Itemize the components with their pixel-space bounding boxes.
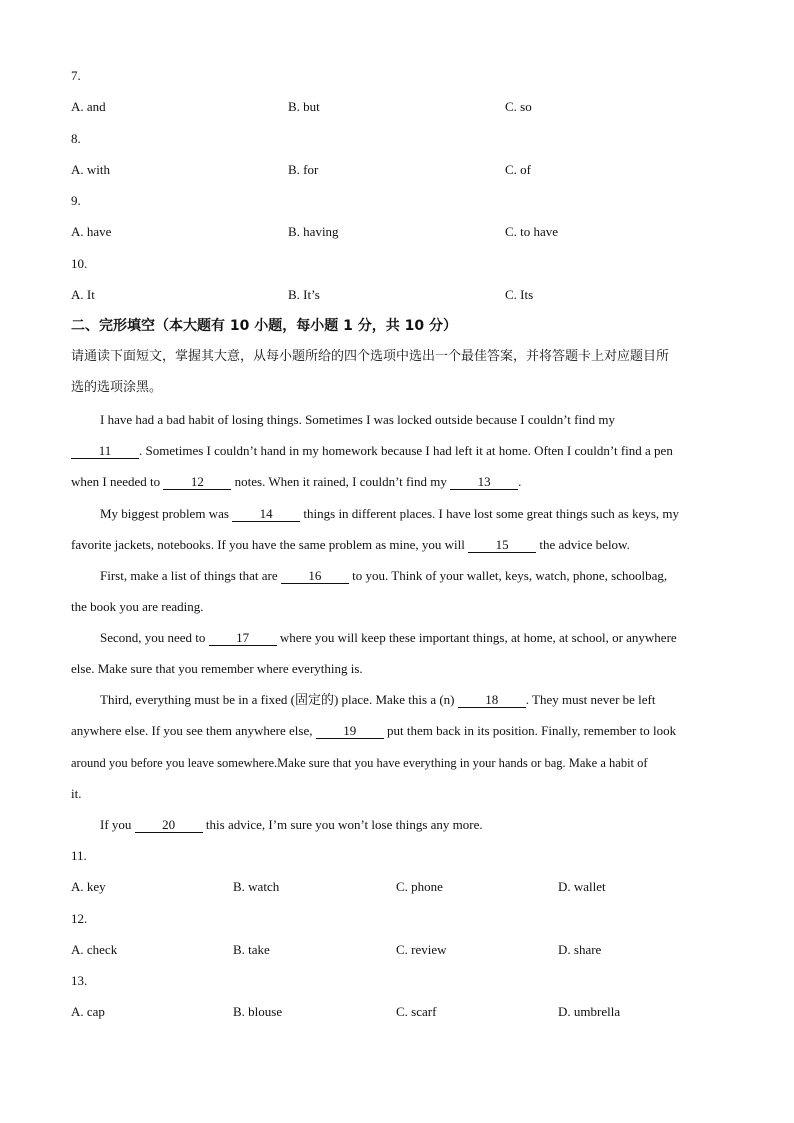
q9-option-b: B. having bbox=[288, 224, 339, 239]
q13-option-d: D. umbrella bbox=[558, 1004, 621, 1019]
blank-19: 19 bbox=[316, 724, 384, 739]
passage-p5-line1 bbox=[71, 691, 752, 709]
section-heading: 二、完形填空（本大题有 10 小题，每小题 1 分，共 10 分） bbox=[71, 318, 457, 334]
question-11-number: 11. bbox=[71, 848, 87, 863]
passage-text: when I needed to bbox=[71, 474, 161, 489]
passage-text: favorite jackets, notebooks. If you have the same problem as mine, you will bbox=[71, 537, 465, 552]
passage-p1-line2 bbox=[71, 442, 723, 460]
blank-20: 20 bbox=[135, 818, 203, 833]
passage-p6-line1 bbox=[71, 816, 752, 834]
question-10-number: 10. bbox=[71, 256, 88, 271]
q13-option-c: C. scarf bbox=[396, 1004, 437, 1019]
q9-option-c: C. to have bbox=[505, 224, 559, 239]
passage-p4-line2: else. Make sure that you remember where everything is. bbox=[71, 661, 363, 676]
question-13-number: 13. bbox=[71, 973, 88, 988]
q7-option-c: C. so bbox=[505, 99, 532, 114]
q7-option-b: B. but bbox=[288, 99, 320, 114]
blank-18: 18 bbox=[458, 693, 526, 708]
blank-16: 16 bbox=[281, 569, 349, 584]
section-instructions-line1: 请通读下面短文，掌握其大意，从每小题所给的四个选项中选出一个最佳答案，并将答题卡上对应题目所 bbox=[71, 349, 670, 364]
q13-option-a: A. cap bbox=[71, 1004, 105, 1019]
q11-option-b: B. watch bbox=[233, 879, 280, 894]
passage-text: things in different places. I have lost some great things such as keys, my bbox=[303, 506, 680, 521]
q9-option-a: A. have bbox=[71, 224, 112, 239]
passage-text: to you. Think of your wallet, keys, watch, phone, schoolbag, bbox=[352, 568, 668, 583]
question-7-number: 7. bbox=[71, 68, 81, 83]
question-9-number: 9. bbox=[71, 193, 81, 208]
passage-p3-line2: the book you are reading. bbox=[71, 599, 204, 614]
passage-p1-line1: I have had a bad habit of losing things. Sometimes I was locked outside because I couldn’t find my bbox=[100, 412, 615, 427]
blank-14: 14 bbox=[232, 507, 300, 522]
blank-15: 15 bbox=[468, 538, 536, 553]
passage-text: If you bbox=[100, 817, 132, 832]
blank-17: 17 bbox=[209, 631, 277, 646]
q8-option-c: C. of bbox=[505, 162, 531, 177]
q10-option-c: C. Its bbox=[505, 287, 534, 302]
passage-text: . bbox=[518, 474, 522, 489]
q11-option-d: D. wallet bbox=[558, 879, 606, 894]
section-instructions-line2: 选的选项涂黑。 bbox=[71, 380, 163, 395]
passage-p3-line1 bbox=[71, 567, 752, 585]
passage-p1-line3 bbox=[71, 473, 723, 491]
q12-option-d: D. share bbox=[558, 942, 602, 957]
passage-text: . Sometimes I couldn’t hand in my homework because I had left it at home. Often I couldn’t find a pen bbox=[139, 443, 673, 458]
passage-p5-line3: around you before you leave somewhere.Make sure that you have everything in your hands or bag. Make a habit of bbox=[71, 756, 648, 770]
q11-option-c: C. phone bbox=[396, 879, 443, 894]
q8-option-a: A. with bbox=[71, 162, 110, 177]
q7-option-a: A. and bbox=[71, 99, 106, 114]
passage-text: where you will keep these important things, at home, at school, or anywhere bbox=[279, 630, 677, 645]
q12-option-b: B. take bbox=[233, 942, 270, 957]
blank-13: 13 bbox=[450, 475, 518, 490]
passage-text: put them back in its position. Finally, remember to look bbox=[386, 723, 677, 738]
passage-text: My biggest problem was bbox=[100, 506, 229, 521]
passage-p5-line2 bbox=[71, 722, 723, 740]
q12-option-c: C. review bbox=[396, 942, 447, 957]
passage-text: First, make a list of things that are bbox=[100, 568, 278, 583]
q8-option-b: B. for bbox=[288, 162, 319, 177]
q10-option-b: B. It’s bbox=[288, 287, 320, 302]
question-8-number: 8. bbox=[71, 131, 81, 146]
passage-text: Second, you need to bbox=[100, 630, 206, 645]
q11-option-a: A. key bbox=[71, 879, 106, 894]
passage-text: . They must never be left bbox=[525, 692, 656, 707]
q12-option-a: A. check bbox=[71, 942, 118, 957]
blank-11: 11 bbox=[71, 444, 139, 459]
passage-text: the advice below. bbox=[539, 537, 630, 552]
passage-text: this advice, I’m sure you won’t lose things any more. bbox=[205, 817, 483, 832]
passage-text: anywhere else. If you see them anywhere else, bbox=[71, 723, 313, 738]
passage-p2-line1 bbox=[71, 505, 752, 523]
passage-p2-line2 bbox=[71, 536, 723, 554]
passage-text: notes. When it rained, I couldn’t find my bbox=[234, 474, 447, 489]
passage-p4-line1 bbox=[71, 629, 752, 647]
blank-12: 12 bbox=[163, 475, 231, 490]
passage-p5-line4: it. bbox=[71, 786, 82, 801]
passage-text: Third, everything must be in a fixed (固定的) place. Make this a (n) bbox=[100, 692, 455, 707]
question-12-number: 12. bbox=[71, 911, 88, 926]
q10-option-a: A. It bbox=[71, 287, 95, 302]
q13-option-b: B. blouse bbox=[233, 1004, 283, 1019]
